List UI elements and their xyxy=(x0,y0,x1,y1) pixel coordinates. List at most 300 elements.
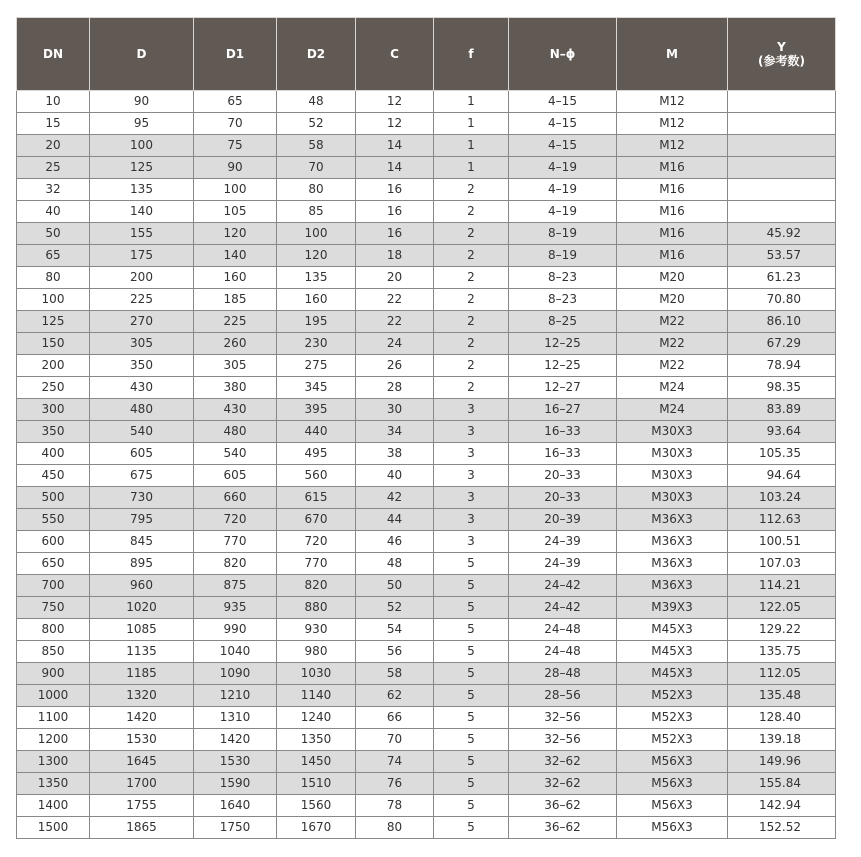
table-cell: 1100 xyxy=(17,707,90,729)
table-cell: 103.24 xyxy=(728,487,836,509)
table-cell: 770 xyxy=(277,553,356,575)
table-cell: 12 xyxy=(356,113,434,135)
table-row xyxy=(17,597,836,619)
table-cell: 605 xyxy=(90,443,194,465)
header-d: D xyxy=(90,18,194,91)
table-cell: M22 xyxy=(617,355,728,377)
table-cell: 820 xyxy=(194,553,277,575)
table-cell: 200 xyxy=(90,267,194,289)
table-cell: 1030 xyxy=(277,663,356,685)
table-cell: 540 xyxy=(90,421,194,443)
table-cell: 250 xyxy=(17,377,90,399)
table-row xyxy=(17,179,836,201)
table-cell: 44 xyxy=(356,509,434,531)
table-cell: 720 xyxy=(194,509,277,531)
table-cell: 50 xyxy=(356,575,434,597)
table-body xyxy=(17,91,836,839)
table-cell: 24–42 xyxy=(509,575,617,597)
table-cell: 3 xyxy=(434,443,509,465)
table-cell: 36–62 xyxy=(509,795,617,817)
table-cell: M36X3 xyxy=(617,509,728,531)
table-cell: 48 xyxy=(277,91,356,113)
table-cell: 20–39 xyxy=(509,509,617,531)
table-row xyxy=(17,245,836,267)
header-y-label: Y xyxy=(777,40,786,54)
table-cell: 66 xyxy=(356,707,434,729)
table-cell: 142.94 xyxy=(728,795,836,817)
table-cell: 4–15 xyxy=(509,135,617,157)
table-cell: 670 xyxy=(277,509,356,531)
table-row xyxy=(17,685,836,707)
table-cell: 800 xyxy=(17,619,90,641)
table-cell: 155 xyxy=(90,223,194,245)
table-cell: 440 xyxy=(277,421,356,443)
table-cell: 80 xyxy=(277,179,356,201)
table-row xyxy=(17,795,836,817)
table-cell: 200 xyxy=(17,355,90,377)
table-cell: 1530 xyxy=(194,751,277,773)
table-cell: 16–27 xyxy=(509,399,617,421)
table-cell: 1400 xyxy=(17,795,90,817)
table-cell: 2 xyxy=(434,245,509,267)
table-cell: 430 xyxy=(90,377,194,399)
table-cell xyxy=(728,91,836,113)
table-cell: 5 xyxy=(434,707,509,729)
flange-dimension-table xyxy=(16,17,836,839)
table-cell: 94.64 xyxy=(728,465,836,487)
header-c: C xyxy=(356,18,434,91)
table-cell: 1590 xyxy=(194,773,277,795)
table-cell: 5 xyxy=(434,553,509,575)
table-cell: 1700 xyxy=(90,773,194,795)
table-cell: 38 xyxy=(356,443,434,465)
table-cell: 660 xyxy=(194,487,277,509)
table-cell: 61.23 xyxy=(728,267,836,289)
table-cell: M52X3 xyxy=(617,729,728,751)
header-f: f xyxy=(434,18,509,91)
table-cell: 36–62 xyxy=(509,817,617,839)
table-cell: 1 xyxy=(434,135,509,157)
table-cell: 70 xyxy=(194,113,277,135)
table-cell: 2 xyxy=(434,201,509,223)
table-cell: 20–33 xyxy=(509,487,617,509)
table-cell: 24–39 xyxy=(509,553,617,575)
table-cell: 1530 xyxy=(90,729,194,751)
table-cell: 4–15 xyxy=(509,91,617,113)
table-cell: 1560 xyxy=(277,795,356,817)
table-cell: 730 xyxy=(90,487,194,509)
table-cell: M52X3 xyxy=(617,707,728,729)
table-cell: M30X3 xyxy=(617,465,728,487)
table-cell: 350 xyxy=(90,355,194,377)
table-cell: 2 xyxy=(434,311,509,333)
table-cell: 100 xyxy=(90,135,194,157)
table-cell: 65 xyxy=(17,245,90,267)
table-cell: 1510 xyxy=(277,773,356,795)
table-cell: 980 xyxy=(277,641,356,663)
table-row xyxy=(17,289,836,311)
table-cell: 93.64 xyxy=(728,421,836,443)
table-cell: M30X3 xyxy=(617,421,728,443)
table-cell: 1320 xyxy=(90,685,194,707)
table-cell: 70.80 xyxy=(728,289,836,311)
table-cell: 78 xyxy=(356,795,434,817)
table-cell: M45X3 xyxy=(617,663,728,685)
table-cell: 275 xyxy=(277,355,356,377)
table-cell: 2 xyxy=(434,333,509,355)
table-cell: 1200 xyxy=(17,729,90,751)
table-cell: 22 xyxy=(356,311,434,333)
table-row xyxy=(17,355,836,377)
table-cell: 1755 xyxy=(90,795,194,817)
table-cell: M56X3 xyxy=(617,773,728,795)
table-cell: 135 xyxy=(90,179,194,201)
table-cell: 20 xyxy=(356,267,434,289)
table-cell: 24–42 xyxy=(509,597,617,619)
table-cell: 1 xyxy=(434,157,509,179)
table-cell: 305 xyxy=(194,355,277,377)
table-cell: 1090 xyxy=(194,663,277,685)
table-row xyxy=(17,399,836,421)
table-cell: 100.51 xyxy=(728,531,836,553)
table-cell: 100 xyxy=(277,223,356,245)
table-cell: 20–33 xyxy=(509,465,617,487)
table-row xyxy=(17,157,836,179)
table-cell: 550 xyxy=(17,509,90,531)
table-cell: 720 xyxy=(277,531,356,553)
table-cell: 1865 xyxy=(90,817,194,839)
table-row xyxy=(17,465,836,487)
table-row xyxy=(17,641,836,663)
table-cell: M24 xyxy=(617,399,728,421)
table-cell: 107.03 xyxy=(728,553,836,575)
table-cell: 20 xyxy=(17,135,90,157)
table-cell: 120 xyxy=(277,245,356,267)
table-cell: 5 xyxy=(434,729,509,751)
header-d2: D2 xyxy=(277,18,356,91)
table-cell: 32–62 xyxy=(509,773,617,795)
table-row xyxy=(17,201,836,223)
table-cell xyxy=(728,135,836,157)
table-cell: 128.40 xyxy=(728,707,836,729)
table-cell: 1420 xyxy=(194,729,277,751)
table-cell: 5 xyxy=(434,795,509,817)
table-cell: 105 xyxy=(194,201,277,223)
table-cell: 895 xyxy=(90,553,194,575)
table-cell: 160 xyxy=(194,267,277,289)
table-cell: 495 xyxy=(277,443,356,465)
table-cell: 4–15 xyxy=(509,113,617,135)
table-row xyxy=(17,311,836,333)
table-cell: 150 xyxy=(17,333,90,355)
table-cell: 960 xyxy=(90,575,194,597)
table-cell: 58 xyxy=(356,663,434,685)
header-dn: DN xyxy=(17,18,90,91)
table-cell: 100 xyxy=(17,289,90,311)
table-cell: 650 xyxy=(17,553,90,575)
table-cell: 22 xyxy=(356,289,434,311)
table-cell: 845 xyxy=(90,531,194,553)
table-cell: 152.52 xyxy=(728,817,836,839)
table-cell: 16 xyxy=(356,179,434,201)
table-cell: 32–62 xyxy=(509,751,617,773)
table-cell: 140 xyxy=(194,245,277,267)
table-cell: M16 xyxy=(617,223,728,245)
table-cell: 112.63 xyxy=(728,509,836,531)
table-cell: 95 xyxy=(90,113,194,135)
header-m: M xyxy=(617,18,728,91)
table-row xyxy=(17,773,836,795)
table-cell: M56X3 xyxy=(617,751,728,773)
table-cell: 140 xyxy=(90,201,194,223)
table-cell: 12–25 xyxy=(509,333,617,355)
table-cell: 58 xyxy=(277,135,356,157)
table-cell: 86.10 xyxy=(728,311,836,333)
table-cell: 8–25 xyxy=(509,311,617,333)
table-row xyxy=(17,443,836,465)
table-cell: 34 xyxy=(356,421,434,443)
table-cell: 139.18 xyxy=(728,729,836,751)
table-cell: 480 xyxy=(90,399,194,421)
table-cell: 52 xyxy=(277,113,356,135)
table-row xyxy=(17,267,836,289)
table-cell: M36X3 xyxy=(617,531,728,553)
table-cell: 4–19 xyxy=(509,201,617,223)
table-cell: 24–48 xyxy=(509,641,617,663)
table-cell: 500 xyxy=(17,487,90,509)
table-cell: 795 xyxy=(90,509,194,531)
table-cell: 225 xyxy=(194,311,277,333)
table-cell: 46 xyxy=(356,531,434,553)
table-cell: 1450 xyxy=(277,751,356,773)
table-cell: 48 xyxy=(356,553,434,575)
table-cell: 1750 xyxy=(194,817,277,839)
table-cell: 8–19 xyxy=(509,223,617,245)
table-cell: 5 xyxy=(434,685,509,707)
table-cell: 750 xyxy=(17,597,90,619)
table-cell: 24–39 xyxy=(509,531,617,553)
table-cell: 65 xyxy=(194,91,277,113)
table-cell: 5 xyxy=(434,751,509,773)
table-cell: 305 xyxy=(90,333,194,355)
table-cell: 80 xyxy=(17,267,90,289)
table-row xyxy=(17,575,836,597)
table-cell xyxy=(728,179,836,201)
table-cell: 52 xyxy=(356,597,434,619)
table-cell: 32–56 xyxy=(509,707,617,729)
table-cell: 3 xyxy=(434,531,509,553)
table-cell: M56X3 xyxy=(617,795,728,817)
table-cell: 76 xyxy=(356,773,434,795)
table-cell: 3 xyxy=(434,509,509,531)
table-cell: 270 xyxy=(90,311,194,333)
table-cell: 875 xyxy=(194,575,277,597)
table-cell: 880 xyxy=(277,597,356,619)
table-cell: 5 xyxy=(434,641,509,663)
table-cell: 12 xyxy=(356,91,434,113)
table-cell: 3 xyxy=(434,421,509,443)
table-cell: 45.92 xyxy=(728,223,836,245)
table-cell: 1185 xyxy=(90,663,194,685)
table-cell: 83.89 xyxy=(728,399,836,421)
table-cell: 450 xyxy=(17,465,90,487)
table-cell: 30 xyxy=(356,399,434,421)
table-row xyxy=(17,421,836,443)
table-cell: 1240 xyxy=(277,707,356,729)
table-cell: 100 xyxy=(194,179,277,201)
table-cell: 600 xyxy=(17,531,90,553)
table-cell xyxy=(728,157,836,179)
table-row xyxy=(17,531,836,553)
table-cell: M52X3 xyxy=(617,685,728,707)
table-cell: 175 xyxy=(90,245,194,267)
table-cell: 3 xyxy=(434,399,509,421)
table-cell: M12 xyxy=(617,135,728,157)
table-cell: 1210 xyxy=(194,685,277,707)
table-cell: 67.29 xyxy=(728,333,836,355)
header-y-reference: (参考数) xyxy=(758,54,805,68)
table-cell: 15 xyxy=(17,113,90,135)
table-cell: 78.94 xyxy=(728,355,836,377)
table-row xyxy=(17,135,836,157)
table-cell: 1670 xyxy=(277,817,356,839)
table-cell: 1310 xyxy=(194,707,277,729)
table-cell: 700 xyxy=(17,575,90,597)
table-cell: 125 xyxy=(90,157,194,179)
table-cell: 70 xyxy=(277,157,356,179)
table-cell: 2 xyxy=(434,289,509,311)
table-cell: 98.35 xyxy=(728,377,836,399)
table-cell: 1350 xyxy=(277,729,356,751)
table-cell: 112.05 xyxy=(728,663,836,685)
table-cell: 3 xyxy=(434,465,509,487)
table-cell: 120 xyxy=(194,223,277,245)
table-cell: 62 xyxy=(356,685,434,707)
table-cell: 135.75 xyxy=(728,641,836,663)
table-cell: 135 xyxy=(277,267,356,289)
table-cell: 1640 xyxy=(194,795,277,817)
table-cell: 395 xyxy=(277,399,356,421)
table-cell: M16 xyxy=(617,157,728,179)
table-cell: 149.96 xyxy=(728,751,836,773)
table-row xyxy=(17,619,836,641)
table-row xyxy=(17,377,836,399)
table-row xyxy=(17,817,836,839)
table-row xyxy=(17,487,836,509)
table-cell: 1500 xyxy=(17,817,90,839)
table-cell: 820 xyxy=(277,575,356,597)
table-cell: 135.48 xyxy=(728,685,836,707)
table-cell: 32 xyxy=(17,179,90,201)
table-cell: 14 xyxy=(356,135,434,157)
table-cell: 540 xyxy=(194,443,277,465)
table-cell: M22 xyxy=(617,333,728,355)
table-cell: 770 xyxy=(194,531,277,553)
table-cell: 114.21 xyxy=(728,575,836,597)
table-cell: 125 xyxy=(17,311,90,333)
table-cell: 50 xyxy=(17,223,90,245)
table-cell: 2 xyxy=(434,223,509,245)
table-cell: 122.05 xyxy=(728,597,836,619)
table-cell: 53.57 xyxy=(728,245,836,267)
table-cell: 85 xyxy=(277,201,356,223)
table-cell: 90 xyxy=(90,91,194,113)
table-cell: M30X3 xyxy=(617,487,728,509)
table-cell: 2 xyxy=(434,267,509,289)
table-cell: 1420 xyxy=(90,707,194,729)
table-cell: 930 xyxy=(277,619,356,641)
table-cell: M45X3 xyxy=(617,619,728,641)
table-cell: 80 xyxy=(356,817,434,839)
table-row xyxy=(17,333,836,355)
table-cell: 260 xyxy=(194,333,277,355)
table-header-row xyxy=(17,18,836,91)
table-cell: 10 xyxy=(17,91,90,113)
table-row xyxy=(17,113,836,135)
table-cell: 5 xyxy=(434,817,509,839)
header-y xyxy=(728,18,836,91)
table-cell: 5 xyxy=(434,773,509,795)
table-cell: 56 xyxy=(356,641,434,663)
table-cell: 28–48 xyxy=(509,663,617,685)
header-bolt-holes: N–ϕ xyxy=(509,18,617,91)
table-cell: M39X3 xyxy=(617,597,728,619)
table-cell: 1350 xyxy=(17,773,90,795)
table-cell: 185 xyxy=(194,289,277,311)
table-cell: 8–23 xyxy=(509,289,617,311)
table-cell: 105.35 xyxy=(728,443,836,465)
table-cell: 155.84 xyxy=(728,773,836,795)
table-cell: 1645 xyxy=(90,751,194,773)
table-cell: 16–33 xyxy=(509,443,617,465)
table-cell: 90 xyxy=(194,157,277,179)
table-row xyxy=(17,223,836,245)
table-cell: M45X3 xyxy=(617,641,728,663)
table-cell: 28–56 xyxy=(509,685,617,707)
table-cell: 160 xyxy=(277,289,356,311)
table-cell: 1085 xyxy=(90,619,194,641)
table-cell: 18 xyxy=(356,245,434,267)
table-cell: 4–19 xyxy=(509,179,617,201)
table-cell: 12–27 xyxy=(509,377,617,399)
flange-dimension-table-container xyxy=(16,17,836,839)
table-cell: 430 xyxy=(194,399,277,421)
header-d1: D1 xyxy=(194,18,277,91)
table-cell: 8–19 xyxy=(509,245,617,267)
table-cell: 480 xyxy=(194,421,277,443)
table-row xyxy=(17,553,836,575)
table-cell: 1300 xyxy=(17,751,90,773)
table-cell: 70 xyxy=(356,729,434,751)
table-cell: M16 xyxy=(617,245,728,267)
table-cell: 675 xyxy=(90,465,194,487)
table-row xyxy=(17,707,836,729)
table-cell: 1135 xyxy=(90,641,194,663)
table-cell: 5 xyxy=(434,597,509,619)
table-cell: 900 xyxy=(17,663,90,685)
table-cell: 25 xyxy=(17,157,90,179)
table-cell: M12 xyxy=(617,91,728,113)
table-cell: M30X3 xyxy=(617,443,728,465)
table-cell: M16 xyxy=(617,201,728,223)
table-row xyxy=(17,91,836,113)
table-cell: 8–23 xyxy=(509,267,617,289)
table-cell: 1040 xyxy=(194,641,277,663)
table-cell: 380 xyxy=(194,377,277,399)
table-cell: 5 xyxy=(434,575,509,597)
table-cell: 350 xyxy=(17,421,90,443)
table-cell: 300 xyxy=(17,399,90,421)
